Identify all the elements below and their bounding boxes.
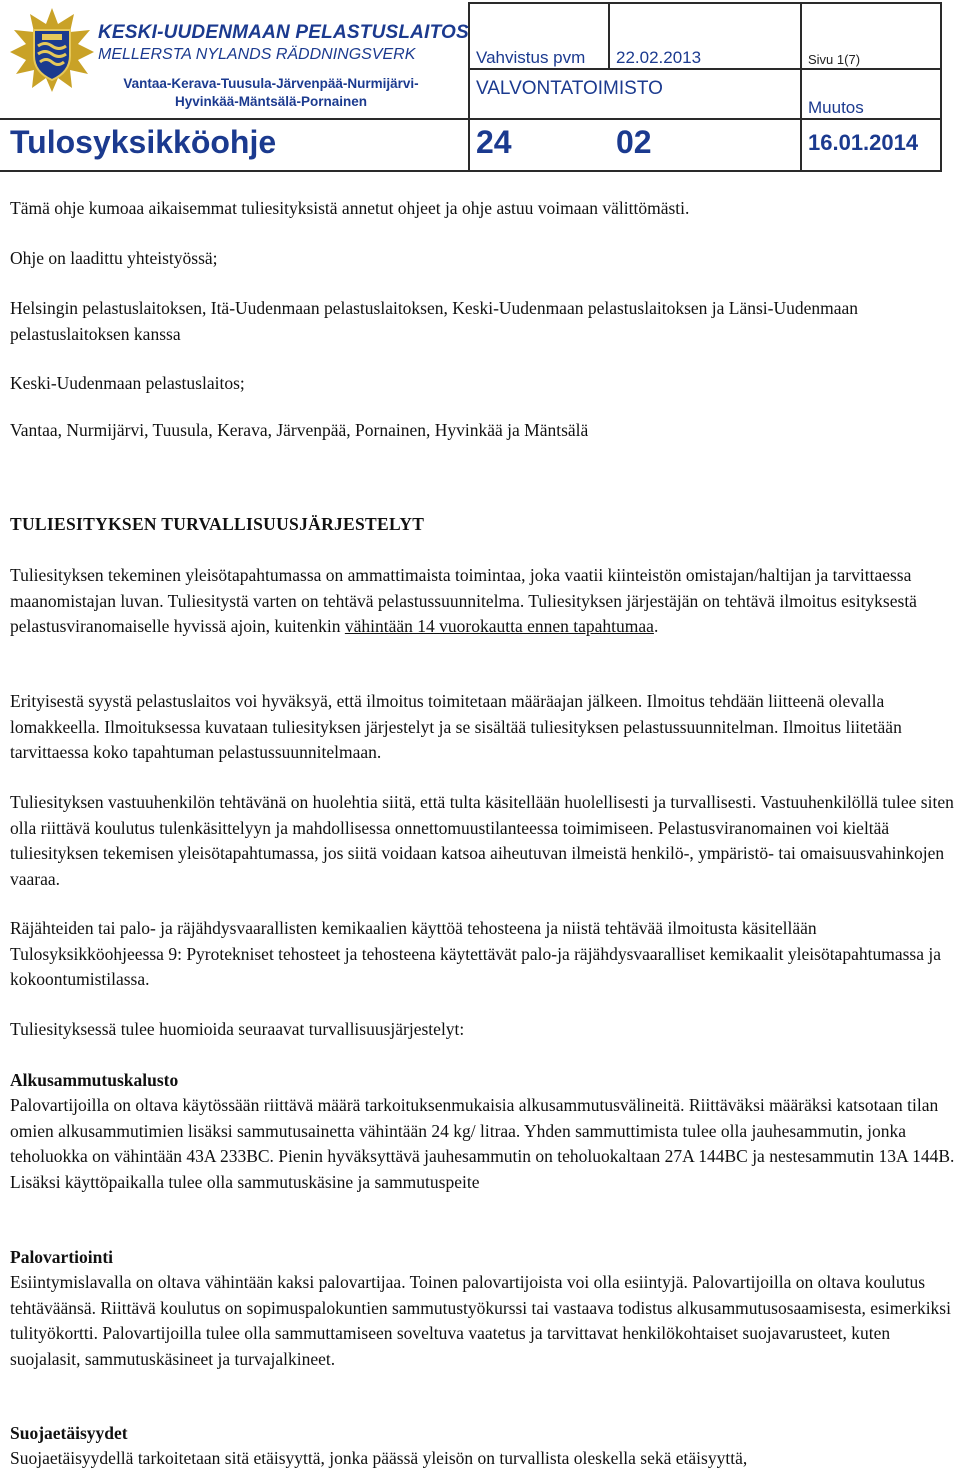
fire-rescue-emblem-icon [8,6,96,94]
organization-name-swedish: MELLERSTA NYLANDS RÄDDNINGSVERK [98,46,416,63]
organization-name-finnish: KESKI-UUDENMAAN PELASTUSLAITOS [98,22,469,43]
cooperation-paragraph: Ohje on laadittu yhteistyössä; [10,248,218,268]
header-divider-3 [800,2,802,172]
special-reason-paragraph: Erityisestä syystä pelastuslaitos voi hyväksyä, että ilmoitus toimitetaan määräajan jälkeen. Ilmoitus tehdään liitteenä olevalla lomakkeella. Ilmoituksessa kuvataan tuliesityksen järjestelyt ja se sisältää tuliesityksen pelastussuunnitelman. Ilmoitus liitetään tarvittaessa koko tapahtuman pelastussuunnitelmaan. [10,691,902,762]
making-text-end: . [653,616,659,636]
keski-uusimaa-paragraph: Keski-Uudenmaan pelastuslaitos; [10,373,245,393]
document-number-secondary: 02 [616,124,652,160]
page-number: Sivu 1(7) [808,52,861,67]
service-area-line-2: Hyvinkää-Mäntsälä-Pornainen [174,94,368,109]
explosives-paragraph: Räjähteiden tai palo- ja räjähdysvaarallisten kemikaalien käyttöä tehosteena ja niistä tehtävää ilmoitusta käsitellään Tulosyksikköohjeessa 9: Pyrotekniset tehosteet ja tehosteena käytettävät palo-ja räjähdysvaaralliset kemikaalit yleisötapahtumassa ja kokoontumistilassa. [10,918,941,989]
intro-paragraph: Tämä ohje kumoaa aikaisemmat tuliesityksistä annetut ohjeet ja ohje astuu voimaan välittömästi. [10,198,690,218]
palovartiointi-paragraph: Esiintymislavalla on oltava vähintään kaksi palovartijaa. Toinen palovartijoista voi olla esiintyjä. Palovartijoilla on oltava koulutus tehtäväänsä. Riittävä koulutus on sopimuspalokuntien sammutustyökurssi tai vastaava todistus alkusammutusosaamisesta, esimerkiksi tulityökortti. Palovartijoilla tulee olla sammuttamiseen soveltuva vaatetus ja tarvittavat henkilökohtaiset suojavarusteet, kuten suojalasit, sammutuskäsineet ja turvajalkineet. [10,1272,951,1369]
office-name: VALVONTATOIMISTO [476,78,663,99]
departments-paragraph: Helsingin pelastuslaitoksen, Itä-Uudenmaan pelastuslaitoksen, Keski-Uudenmaan pelastuslaitoksen ja Länsi-Uudenmaan pelastuslaitoksen kanssa [10,298,859,344]
change-label: Muutos [808,98,864,117]
header-divider-4 [940,2,942,172]
responsible-person-paragraph: Tuliesityksen vastuuhenkilön tehtävänä on huolehtia siitä, että tulta käsitellään huolellisesti ja turvallisesti. Vastuuhenkilöllä tulee siten olla riittävä koulutus tulenkäsittelyyn ja mahdollisessa onnettomuustilanteessa toimimiseen. Pelastusviranomainen voi kieltää tuliesityksen tekemisen yleisötapahtumassa, jos siitä voidaan katsoa aiheutuvan ilmeistä henkilö-, ympäristö- tai omaisuusvahinkojen vaaraa. [10,792,954,889]
approval-date-label: Vahvistus pvm [476,48,586,67]
following-arrangements-paragraph: Tuliesityksessä tulee huomioida seuraavat turvallisuusjärjestelyt: [10,1019,465,1039]
header-divider-2 [608,2,610,70]
suojaetaisyydet-paragraph: Suojaetäisyydellä tarkoitetaan sitä etäisyyttä, jonka päässä yleisön on turvallista oleskella sekä etäisyyttä, [10,1448,748,1468]
change-date-value: 16.01.2014 [808,130,919,155]
heading-suojaetaisyydet: Suojaetäisyydet [10,1423,128,1443]
service-area-line-1: Vantaa-Kerava-Tuusula-Järvenpää-Nurmijärvi- [123,76,419,91]
heading-palovartiointi: Palovartiointi [10,1247,114,1267]
heading-alkusammutuskalusto: Alkusammutuskalusto [10,1070,179,1090]
section-title: TULIESITYKSEN TURVALLISUUSJÄRJESTELYT [10,514,425,534]
document-number-primary: 24 [476,124,512,160]
alkusammutuskalusto-paragraph: Palovartijoilla on oltava käytössään riittävä määrä tarkoituksenmukaisia alkusammutusvälineitä. Riittäväksi määräksi katsotaan tilan omien alkusammutimien lisäksi sammutusainetta vähintään 24 kg/ litraa. Yhden sammuttimista tulee olla jauhesammutin, jonka teholuokka on vähintään 43A 233BC. Pienin hyväksyttävä jauhesammutin on teholuokaltaan 27A 144BC ja nestesammutin 13A 144B. Lisäksi käyttöpaikalla tulee olla sammutuskäsine ja sammutuspeite [10,1095,955,1192]
header-rule-mid [468,68,942,70]
making-paragraph [10,563,958,640]
document-title: Tulosyksikköohje [10,124,277,160]
making-text: Tuliesityksen tekeminen yleisötapahtumassa on ammattimaista toimintaa, joka vaatii kiinteistön omistajan/haltijan ja tarvittaessa maanomistajan luvan. Tuliesitystä varten on tehtävä pelastussuunnitelma. Tuliesityksen järjestäjän on tehtävä ilmoitus esityksestä pelastusviranomaiselle hyvissä ajoin, kuitenkin [10,565,917,636]
approval-date-value: 22.02.2013 [616,48,702,67]
document-header [0,0,960,172]
notice-deadline-text: vähintään 14 vuorokautta ennen tapahtumaa [344,616,654,636]
municipalities-paragraph: Vantaa, Nurmijärvi, Tuusula, Kerava, Järvenpää, Pornainen, Hyvinkää ja Mäntsälä [10,420,589,440]
header-rule-top [468,2,942,4]
